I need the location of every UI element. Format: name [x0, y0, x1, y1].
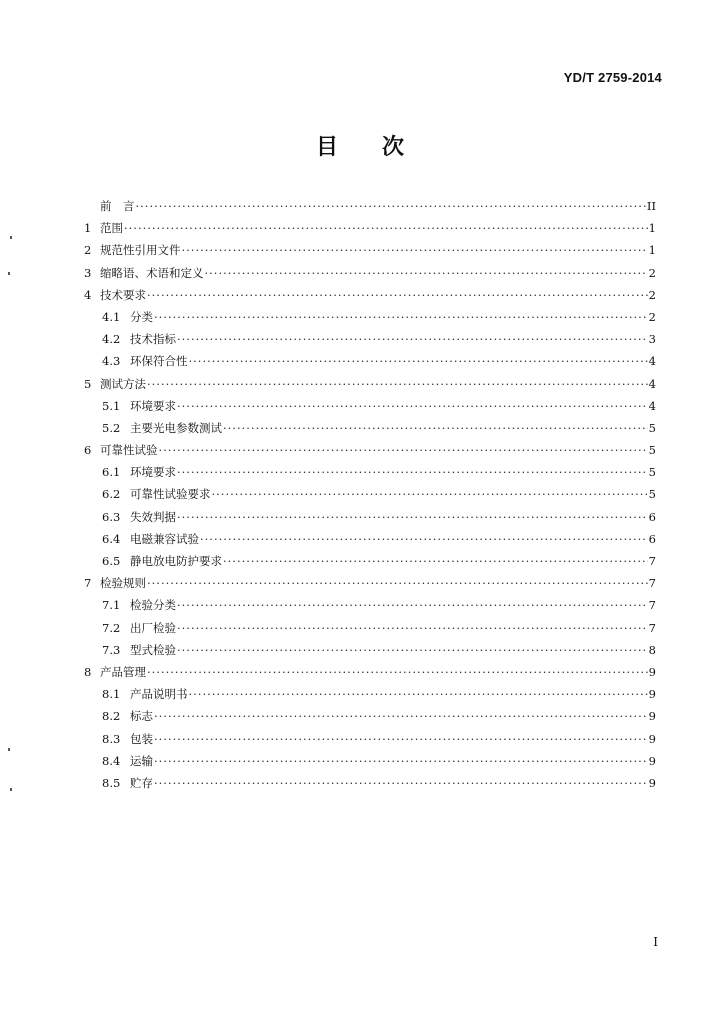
table-of-contents	[84, 195, 656, 794]
toc-leader-dots	[154, 705, 648, 727]
toc-entry-label: 运输	[130, 753, 153, 768]
toc-leader-dots	[147, 284, 648, 306]
toc-leader-dots	[136, 195, 646, 217]
toc-entry-number: 7.1	[102, 598, 121, 613]
toc-entry-number: 8.2	[102, 709, 121, 724]
toc-leader-dots	[154, 728, 648, 750]
toc-entry-page: 9	[648, 687, 656, 702]
toc-entry-number: 2	[84, 243, 92, 258]
toc-entry[interactable]	[84, 728, 656, 750]
toc-leader-dots	[177, 506, 648, 528]
toc-leader-dots	[124, 217, 648, 239]
toc-entry[interactable]	[84, 683, 656, 705]
scan-speck	[10, 236, 12, 239]
toc-entry-page: 9	[648, 709, 656, 724]
footer-page-number: I	[653, 935, 658, 949]
toc-entry-number: 1	[84, 221, 92, 236]
toc-leader-dots	[189, 683, 648, 705]
toc-entry-number: 3	[84, 265, 92, 280]
toc-entry-page: 3	[648, 332, 656, 347]
toc-entry[interactable]	[84, 550, 656, 572]
toc-leader-dots	[223, 550, 648, 572]
toc-entry[interactable]	[84, 350, 656, 372]
toc-entry-label: 技术要求	[100, 287, 146, 302]
toc-entry-label: 包装	[130, 731, 153, 746]
toc-entry-label: 标志	[130, 709, 153, 724]
toc-entry[interactable]	[84, 395, 656, 417]
toc-entry-number: 6.1	[102, 465, 121, 480]
toc-entry-label: 前 言	[100, 199, 135, 213]
toc-leader-dots	[154, 306, 648, 328]
toc-entry[interactable]	[84, 661, 656, 683]
toc-entry-page: 5	[648, 465, 656, 480]
toc-entry-number: 7	[84, 576, 92, 591]
toc-leader-dots	[182, 239, 648, 261]
toc-entry[interactable]	[84, 262, 656, 284]
toc-entry-label: 出厂检验	[130, 620, 176, 635]
toc-entry-label: 可靠性试验要求	[130, 487, 211, 502]
toc-leader-dots	[177, 461, 648, 483]
toc-leader-dots	[177, 639, 648, 661]
toc-leader-dots	[177, 594, 648, 616]
scan-speck	[8, 748, 10, 751]
toc-entry[interactable]	[84, 528, 656, 550]
toc-entry[interactable]	[84, 195, 656, 217]
toc-entry-number: 6.3	[102, 509, 121, 524]
toc-leader-dots	[200, 528, 648, 550]
toc-entry-page: 1	[648, 243, 656, 258]
toc-entry-number: 5	[84, 376, 92, 391]
toc-entry-label: 产品说明书	[130, 687, 188, 702]
toc-entry-number: 4	[84, 287, 92, 302]
toc-entry-page: 6	[648, 509, 656, 524]
toc-entry[interactable]	[84, 594, 656, 616]
toc-entry[interactable]	[84, 239, 656, 261]
toc-leader-dots	[205, 262, 648, 284]
toc-entry-page: 4	[648, 398, 656, 413]
toc-leader-dots	[147, 661, 648, 683]
toc-entry[interactable]	[84, 217, 656, 239]
toc-entry-label: 范围	[100, 221, 123, 236]
toc-entry-label: 静电放电防护要求	[130, 554, 222, 568]
toc-leader-dots	[212, 483, 648, 505]
toc-entry[interactable]	[84, 483, 656, 505]
toc-leader-dots	[223, 417, 648, 439]
toc-entry-page: 7	[648, 576, 656, 591]
toc-entry-number: 4.1	[102, 309, 121, 324]
title-char-1: 目	[315, 135, 338, 160]
toc-entry[interactable]	[84, 705, 656, 727]
toc-entry-page: II	[646, 199, 656, 213]
toc-entry-number: 8.5	[102, 775, 121, 790]
toc-leader-dots	[177, 328, 648, 350]
toc-entry-number: 8.1	[102, 687, 121, 702]
toc-entry-number: 6	[84, 443, 92, 458]
toc-entry-label: 分类	[130, 309, 153, 324]
toc-entry[interactable]	[84, 461, 656, 483]
scan-speck	[10, 788, 12, 791]
toc-entry[interactable]	[84, 373, 656, 395]
toc-entry-label: 技术指标	[130, 332, 176, 347]
title-char-2: 次	[382, 135, 405, 160]
toc-entry[interactable]	[84, 617, 656, 639]
toc-entry-page: 6	[648, 531, 656, 546]
toc-entry-label: 主要光电参数测试	[130, 420, 222, 435]
toc-entry-number: 4.3	[102, 354, 121, 369]
toc-entry[interactable]	[84, 772, 656, 794]
toc-leader-dots	[147, 572, 648, 594]
toc-entry-number: 6.2	[102, 487, 121, 502]
toc-entry-label: 贮存	[130, 775, 153, 790]
toc-leader-dots	[177, 617, 648, 639]
toc-entry-page: 5	[648, 443, 656, 458]
toc-entry[interactable]	[84, 417, 656, 439]
toc-entry-page: 1	[648, 221, 656, 236]
toc-entry-page: 5	[648, 487, 656, 502]
toc-entry-page: 2	[648, 265, 656, 280]
toc-entry-label: 规范性引用文件	[100, 243, 181, 258]
toc-entry-page: 8	[648, 642, 656, 657]
toc-entry-number: 5.1	[102, 398, 121, 413]
toc-entry-number: 4.2	[102, 332, 121, 347]
toc-entry-page: 9	[648, 731, 656, 746]
toc-leader-dots	[189, 350, 648, 372]
toc-entry-label: 产品管理	[100, 664, 146, 679]
toc-entry-page: 7	[648, 554, 656, 568]
toc-entry-label: 环境要求	[130, 465, 176, 480]
toc-entry-page: 7	[648, 620, 656, 635]
scan-speck	[8, 272, 10, 275]
toc-entry-number: 7.2	[102, 620, 121, 635]
toc-entry-label: 缩略语、术语和定义	[100, 265, 204, 280]
toc-entry[interactable]	[84, 506, 656, 528]
toc-entry-label: 可靠性试验	[100, 443, 158, 458]
toc-entry[interactable]	[84, 306, 656, 328]
toc-entry-number: 6.4	[102, 531, 121, 546]
toc-entry[interactable]	[84, 328, 656, 350]
toc-entry-page: 7	[648, 598, 656, 613]
toc-entry-page: 2	[648, 309, 656, 324]
toc-entry-number: 7.3	[102, 642, 121, 657]
toc-entry[interactable]	[84, 439, 656, 461]
toc-entry-label: 测试方法	[100, 376, 146, 391]
toc-entry-page: 4	[648, 376, 656, 391]
toc-entry-number: 8	[84, 664, 92, 679]
toc-entry[interactable]	[84, 750, 656, 772]
page-title	[0, 130, 720, 161]
toc-entry-page: 9	[648, 753, 656, 768]
toc-entry-label: 失效判据	[130, 509, 176, 524]
toc-entry-label: 检验分类	[130, 598, 176, 613]
toc-entry-page: 4	[648, 354, 656, 369]
toc-entry[interactable]	[84, 572, 656, 594]
toc-entry-number: 8.4	[102, 753, 121, 768]
toc-leader-dots	[147, 373, 648, 395]
toc-entry-number: 8.3	[102, 731, 121, 746]
toc-leader-dots	[154, 772, 648, 794]
document-code: YD/T 2759-2014	[563, 70, 662, 85]
toc-entry-label: 环境要求	[130, 398, 176, 413]
toc-entry-label: 型式检验	[130, 642, 176, 657]
toc-entry-page: 5	[648, 420, 656, 435]
toc-entry-number: 6.5	[102, 554, 121, 568]
toc-entry-number: 5.2	[102, 420, 121, 435]
toc-entry-page: 9	[648, 775, 656, 790]
toc-entry-page: 9	[648, 664, 656, 679]
toc-entry-label: 检验规则	[100, 576, 146, 591]
toc-entry-label: 环保符合性	[130, 354, 188, 369]
toc-entry[interactable]	[84, 639, 656, 661]
toc-entry[interactable]	[84, 284, 656, 306]
toc-leader-dots	[159, 439, 648, 461]
toc-leader-dots	[177, 395, 648, 417]
toc-entry-page: 2	[648, 287, 656, 302]
toc-leader-dots	[154, 750, 648, 772]
toc-entry-label: 电磁兼容试验	[130, 531, 199, 546]
